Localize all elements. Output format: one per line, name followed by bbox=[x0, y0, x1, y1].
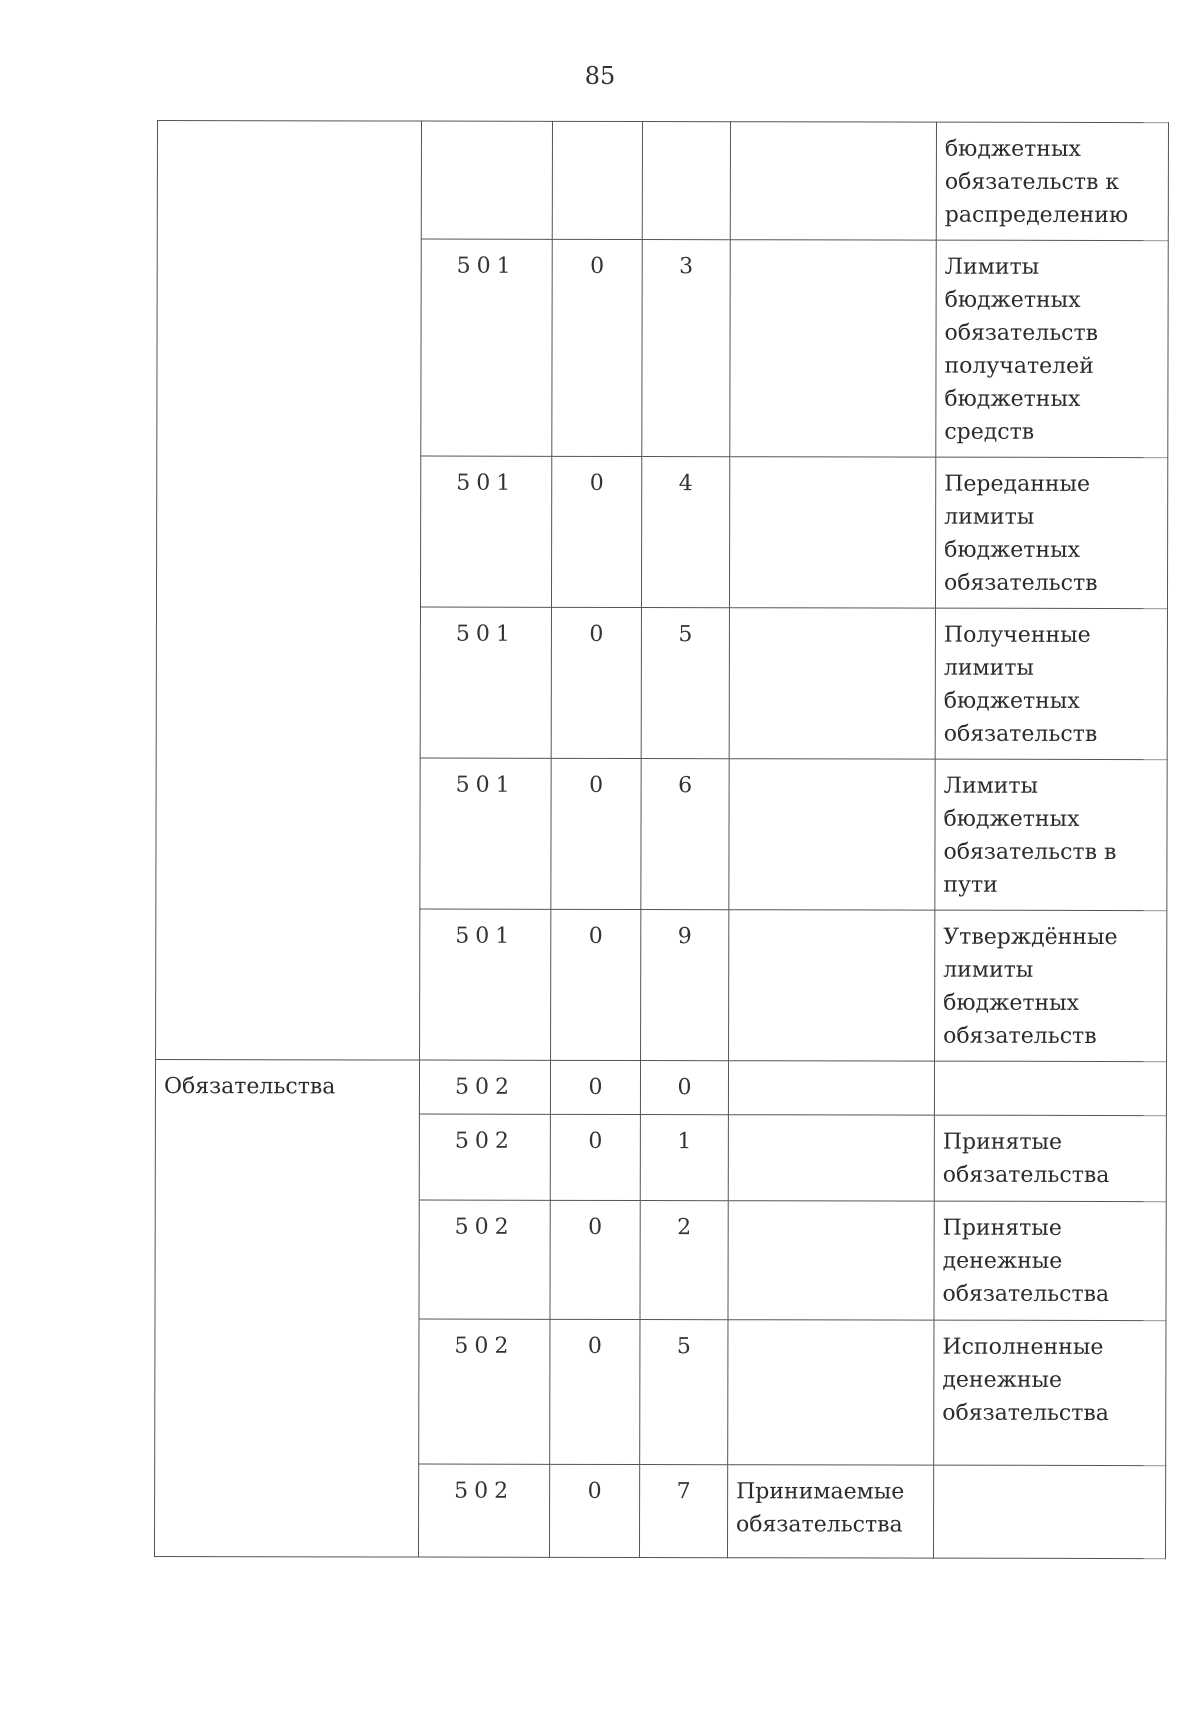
offbalance-text bbox=[728, 1061, 934, 1115]
account-digit-2: 2 bbox=[640, 1201, 728, 1320]
account-digit-1: 0 bbox=[550, 1200, 640, 1319]
account-code: 501 bbox=[421, 239, 552, 456]
account-group-name bbox=[156, 121, 422, 1061]
offbalance-text bbox=[728, 1320, 934, 1465]
account-digit-2: 5 bbox=[641, 608, 729, 759]
offbalance-text bbox=[728, 1201, 934, 1320]
offbalance-text bbox=[729, 608, 935, 759]
account-digit-1: 0 bbox=[550, 1114, 640, 1200]
account-digit-2: 1 bbox=[640, 1115, 728, 1201]
accounts-table bbox=[154, 120, 1169, 1559]
balance-text: Лимиты бюджетных обязательств в пути bbox=[935, 759, 1167, 910]
account-digit-1: 0 bbox=[550, 1319, 640, 1464]
account-digit-1: 0 bbox=[550, 1060, 640, 1114]
account-digit-2: 4 bbox=[641, 457, 729, 608]
account-digit-2: 7 bbox=[639, 1465, 727, 1558]
balance-text: Лимиты бюджетных обязательств получателей бюджетных средств bbox=[936, 240, 1168, 457]
account-group-name: Обязательства bbox=[154, 1059, 419, 1557]
account-digit-2: 3 bbox=[642, 240, 730, 457]
account-code: 502 bbox=[418, 1464, 549, 1557]
account-digit-2 bbox=[642, 122, 730, 240]
account-code: 502 bbox=[419, 1319, 550, 1464]
balance-text bbox=[933, 1465, 1165, 1558]
account-digit-2: 5 bbox=[640, 1320, 728, 1465]
account-code: 502 bbox=[419, 1114, 550, 1200]
balance-text bbox=[934, 1061, 1166, 1115]
balance-text: Утверждённые лимиты бюджетных обязательств bbox=[935, 910, 1167, 1061]
offbalance-text bbox=[729, 910, 935, 1061]
balance-text: бюджетных обязательств к распределению bbox=[936, 122, 1168, 240]
account-code: 501 bbox=[420, 607, 551, 758]
account-digit-1: 0 bbox=[549, 1464, 639, 1557]
account-digit-1: 0 bbox=[552, 239, 642, 456]
account-code: 501 bbox=[420, 456, 551, 607]
account-digit-2: 6 bbox=[641, 759, 729, 910]
offbalance-text bbox=[729, 457, 935, 608]
account-code: 502 bbox=[419, 1200, 550, 1319]
balance-text: Принятые денежные обязательства bbox=[934, 1201, 1166, 1320]
account-digit-1: 0 bbox=[551, 758, 641, 909]
account-digit-1: 0 bbox=[551, 456, 641, 607]
account-digit-2: 0 bbox=[640, 1061, 728, 1115]
page-number: 85 bbox=[584, 62, 616, 90]
account-code: 502 bbox=[419, 1060, 550, 1114]
offbalance-text bbox=[728, 1115, 934, 1201]
balance-text: Полученные лимиты бюджетных обязательств bbox=[935, 608, 1167, 759]
table-row bbox=[157, 121, 1168, 241]
balance-text: Исполненные денежные обязательства bbox=[934, 1320, 1166, 1465]
account-code: 501 bbox=[420, 909, 551, 1060]
balance-text: Переданные лимиты бюджетных обязательств bbox=[935, 457, 1167, 608]
table-row bbox=[155, 1059, 1166, 1115]
offbalance-text bbox=[730, 240, 936, 457]
balance-text: Принятые обязательства bbox=[934, 1115, 1166, 1201]
account-digit-1: 0 bbox=[551, 909, 641, 1060]
offbalance-text: Принимаемые обязательства bbox=[727, 1465, 933, 1558]
offbalance-text bbox=[729, 759, 935, 910]
account-code bbox=[421, 121, 552, 239]
account-digit-2: 9 bbox=[641, 910, 729, 1061]
account-code: 501 bbox=[420, 758, 551, 909]
account-digit-1 bbox=[552, 121, 642, 239]
offbalance-text bbox=[730, 122, 936, 240]
account-digit-1: 0 bbox=[551, 607, 641, 758]
